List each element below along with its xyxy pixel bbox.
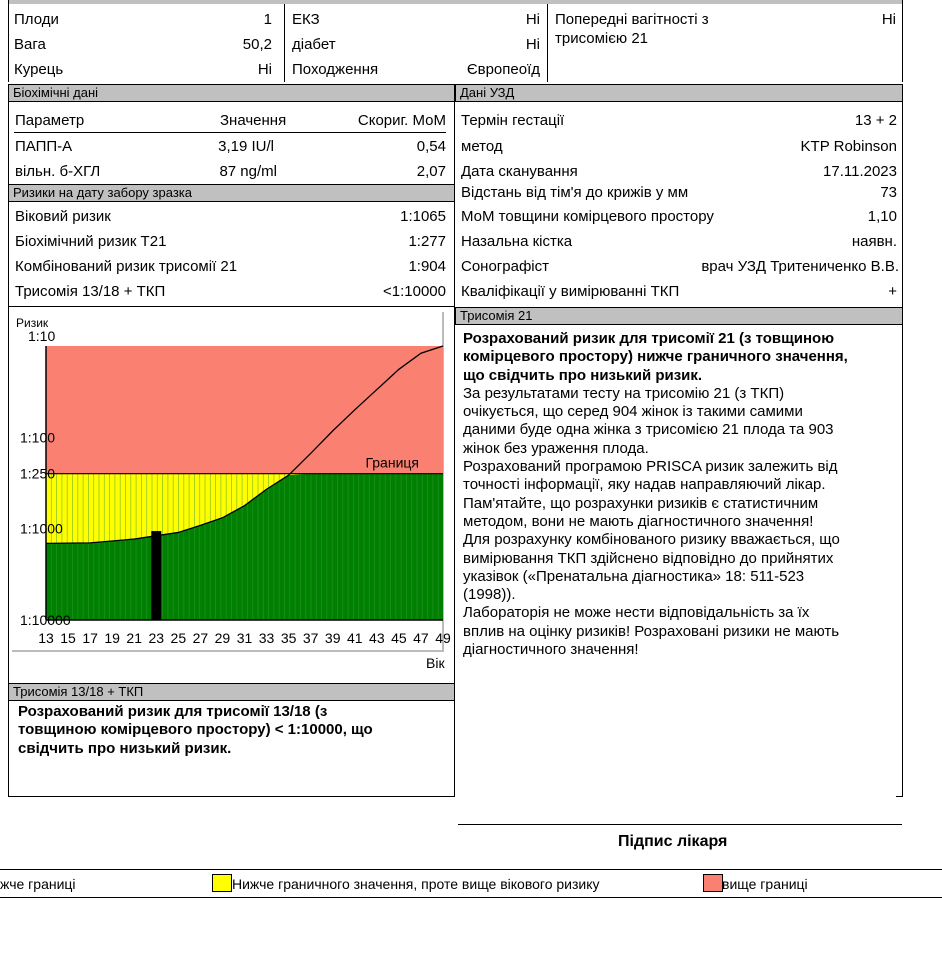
x-tick-label: 29 [214, 630, 231, 646]
t21-text-line: (1998)). [463, 586, 516, 604]
x-tick-label: 39 [324, 630, 341, 646]
x-tick-label: 23 [148, 630, 165, 646]
usd-label: Кваліфікації у вимірюванні ТКП [461, 283, 680, 300]
x-tick-label: 49 [435, 630, 451, 646]
x-tick-label: 15 [60, 630, 76, 646]
t21-text-line: Для розрахунку комбінованого ризику вважається, що [463, 531, 840, 549]
usd-value: врач УЗД Тритениченко В.В. [701, 258, 899, 275]
x-tick-label: 21 [126, 630, 143, 646]
weight-value: 50,2 [242, 36, 272, 53]
patient-marker [151, 531, 161, 620]
usd-value: 13 + 2 [854, 112, 897, 129]
x-tick-label: 43 [369, 630, 385, 646]
prev-pregnancy-label-2: трисомією 21 [555, 30, 649, 47]
t21-text-line: Пам'ятайте, що розрахунки ризиків є статистичним [463, 494, 819, 512]
divider [902, 100, 903, 796]
legend-yellow-swatch [212, 874, 232, 892]
usd-label: Назальна кістка [461, 233, 573, 250]
x-tick-label: 25 [170, 630, 187, 646]
legend-bottom-line [0, 897, 942, 898]
fetuses-label: Плоди [14, 11, 59, 28]
usd-label: МоМ товщини комірцевого простору [461, 208, 714, 225]
t21-bold-line: Розрахований ризик для трисомії 21 (з товщиною [463, 330, 835, 347]
weight-label: Вага [14, 36, 46, 53]
usd-value: наявн. [851, 233, 897, 250]
bio-col-value: Значення [220, 112, 287, 129]
usd-label: Термін гестації [461, 112, 565, 129]
signature-line [458, 824, 902, 825]
x-tick-label: 37 [302, 630, 319, 646]
ivf-label: ЕКЗ [292, 11, 320, 28]
t1318-conclusion [18, 703, 448, 758]
diabetes-value: Ні [525, 36, 540, 53]
t21-text [463, 330, 899, 659]
usd-value: 1,10 [867, 208, 897, 225]
legend-below-label: жче границі [0, 876, 76, 892]
prev-pregnancy-label: Попередні вагітності з [555, 11, 709, 28]
t21-text-line: указівок («Пренатальна діагностика» 18: 511-523 [463, 567, 805, 585]
divider [8, 796, 455, 797]
t21-text-line: вплив на оцінку ризиків! Розраховані ризики не мають [463, 622, 840, 640]
fetuses-value: 1 [263, 11, 272, 28]
ivf-value: Ні [525, 11, 540, 28]
t21-text-line: очікується, що серед 904 жінок із такими самими [463, 403, 803, 421]
legend-between-label: Нижче граничного значення, проте вище вікового ризику [232, 876, 600, 892]
signature-label: Підпис лікаря [618, 833, 728, 850]
risk-age-label: Віковий ризик [15, 208, 111, 225]
smoker-label: Курець [14, 61, 64, 78]
risk-age-value: 1:1065 [400, 208, 446, 225]
legend-red-swatch [703, 874, 723, 892]
t1318-line: свідчить про низький ризик. [18, 739, 232, 757]
y-tick-label: 1:100 [20, 429, 56, 446]
t21-text-line: Лабораторія не може нести відповідальність за їх [463, 604, 810, 622]
x-tick-label: 27 [192, 630, 209, 646]
chart-ytick: 1:10 [28, 328, 56, 344]
x-tick-label: 47 [413, 630, 429, 646]
usd-value: 17.11.2023 [823, 163, 897, 180]
chart-xlabel: Вік [426, 655, 445, 671]
bio-row-param: вільн. б-ХГЛ [15, 163, 101, 180]
bio-col-mom: Скориг. МоМ [357, 112, 446, 129]
t21-text-line: жінок без ураження плода. [463, 439, 649, 457]
t21-header: Трисомія 21 [455, 307, 903, 325]
x-tick-label: 19 [104, 630, 120, 646]
t1318-header: Трисомія 13/18 + ТКП [8, 683, 455, 701]
t21-bold-line: що свідчить про низький ризик. [463, 366, 703, 384]
usd-value: + [888, 283, 897, 300]
risk-t1318-value: <1:10000 [383, 283, 446, 300]
risk-t1318-label: Трисомія 13/18 + ТКП [15, 283, 166, 300]
usd-label: Відстань від тім'я до крижів у мм [461, 184, 689, 201]
bio-row-param: ПАПП-А [15, 138, 73, 155]
t21-text-line: методом, вони не мають діагностичного значення! [463, 512, 814, 530]
x-tick-label: 17 [82, 630, 98, 646]
origin-label: Походження [292, 61, 379, 78]
x-tick-label: 45 [391, 630, 407, 646]
y-tick-label: 1:250 [20, 465, 56, 482]
smoker-value: Ні [257, 61, 272, 78]
bio-col-param: Параметр [15, 112, 85, 129]
bio-row-value: 87 ng/ml [219, 163, 277, 180]
bio-header: Біохімічні дані [8, 84, 455, 102]
usd-label: Сонографіст [461, 258, 550, 275]
usd-value: KTP Robinson [800, 138, 897, 155]
t1318-line: товщиною комірцевого простору) < 1:10000, що [18, 721, 373, 739]
bio-row-mom: 0,54 [416, 138, 446, 155]
t21-text-line: точності інформації, яку надав направляючий лікар. [463, 476, 826, 494]
risk-bio-label: Біохімічний ризик Т21 [15, 233, 167, 250]
prev-pregnancy-value: Ні [881, 11, 896, 28]
usd-label: Дата сканування [461, 163, 578, 180]
x-tick-label: 41 [346, 630, 363, 646]
risk-combined-label: Комбінований ризик трисомії 21 [15, 258, 238, 275]
x-tick-label: 13 [38, 630, 54, 646]
x-tick-label: 33 [258, 630, 275, 646]
y-tick-label: 1:1000 [20, 520, 63, 537]
bio-row-mom: 2,07 [416, 163, 446, 180]
risk-combined-value: 1:904 [408, 258, 446, 275]
t21-text-line: Розрахований програмою PRISCA ризик залежить від [463, 458, 838, 476]
t21-text-line: даними буде одна жінка з трисомією 21 плода та 903 [463, 421, 834, 439]
y-tick-label: 1:10000 [20, 612, 71, 628]
diabetes-label: діабет [292, 36, 336, 53]
t21-text-line: вимірювання ТКП здійснено відповідно до прийнятих [463, 549, 834, 567]
bio-row-value: 3,19 IU/l [218, 138, 274, 155]
x-tick-label: 35 [280, 630, 297, 646]
risk-bio-value: 1:277 [408, 233, 446, 250]
boundary-label: Границя [365, 454, 419, 471]
legend-above-label: вище границі [722, 876, 808, 892]
x-tick-label: 31 [236, 630, 253, 646]
t1318-line: Розрахований ризик для трисомії 13/18 (з [18, 703, 328, 720]
t21-bold-line: комірцевого простору) нижче граничного значення, [463, 348, 848, 366]
divider [896, 796, 903, 797]
usd-label: метод [461, 138, 503, 155]
legend-top-line [0, 869, 942, 870]
t21-text-line: діагностичного значення! [463, 641, 639, 659]
chart-ylabel: Ризик [16, 316, 49, 330]
origin-value: Європеоїд [466, 61, 540, 78]
usd-header: Дані УЗД [455, 84, 903, 102]
usd-value: 73 [880, 184, 897, 201]
risks-header: Ризики на дату забору зразка [8, 184, 455, 202]
t21-text-line: За результатами тесту на трисомію 21 (з ТКП) [463, 384, 785, 402]
